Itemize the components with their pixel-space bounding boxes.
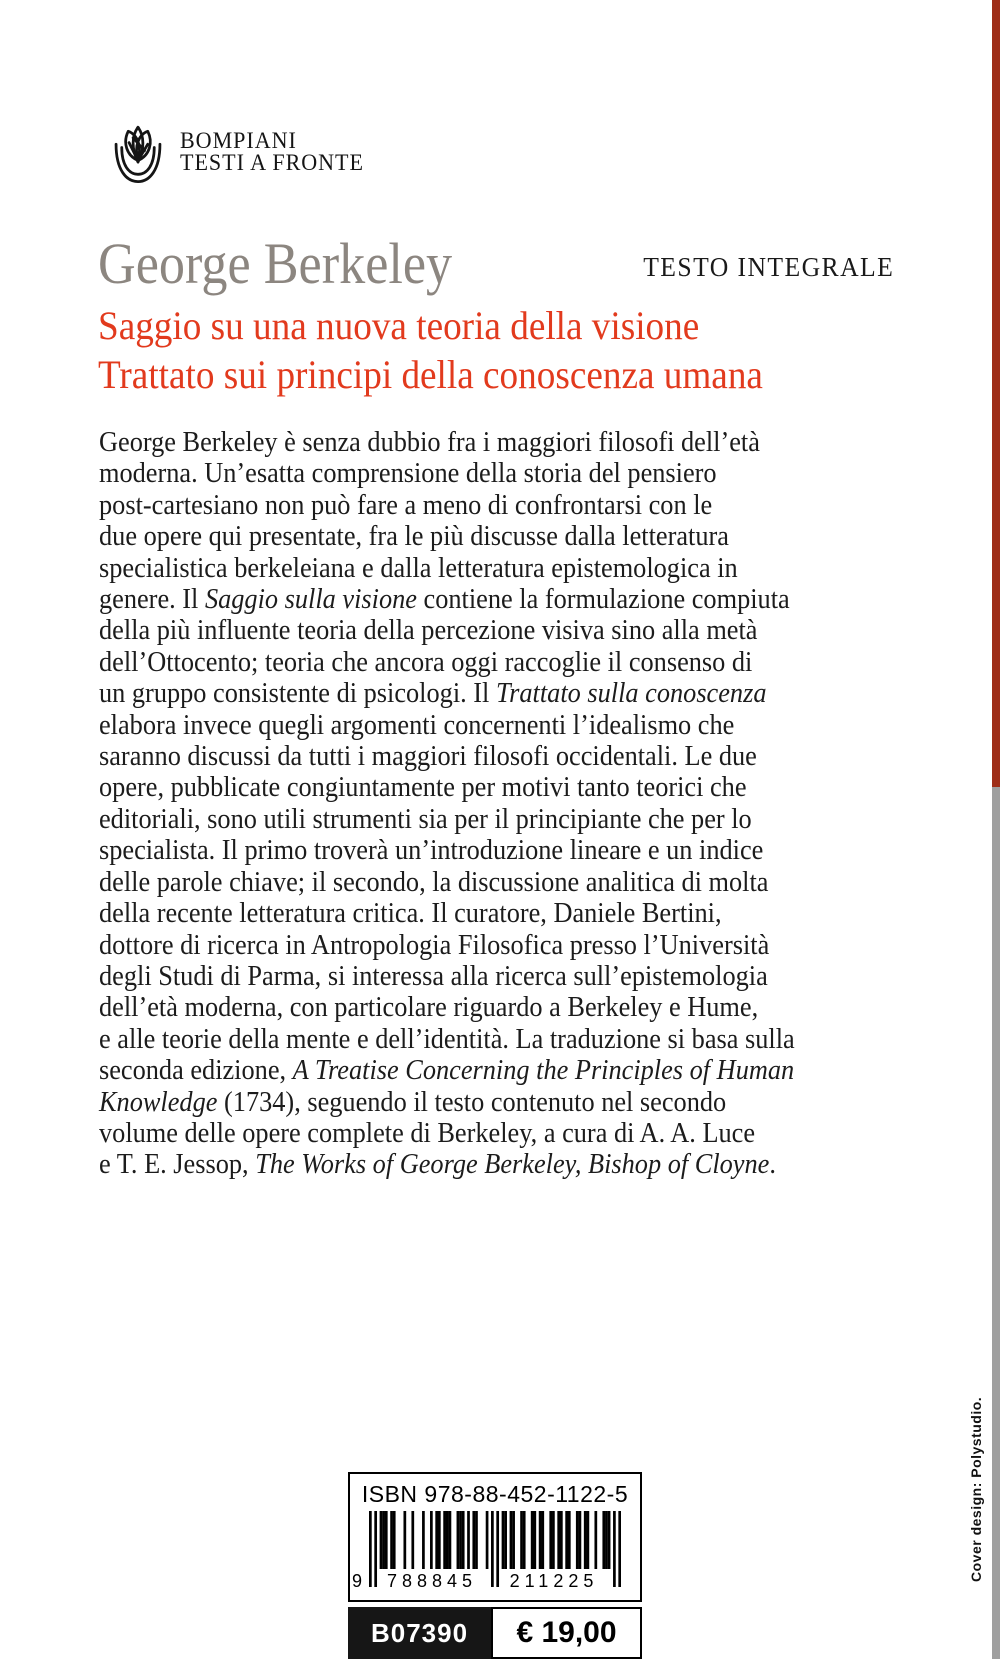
publisher-series: TESTI A FRONTE [180, 150, 364, 175]
blurb-line: genere. Il Saggio sulla visione contiene la formulazione compiuta [99, 584, 790, 616]
publisher-name-block [180, 122, 364, 174]
blurb-line: George Berkeley è senza dubbio fra i maggiori filosofi dell’età [99, 427, 760, 458]
catalog-code-badge: B07390 [348, 1607, 491, 1659]
blurb-line: e T. E. Jessop, The Works of George Berkeley, Bishop of Cloyne. [99, 1149, 776, 1181]
author-name: George Berkeley [98, 231, 453, 296]
blurb-line: dell’Ottocento; teoria che ancora oggi raccoglie il consenso di [99, 646, 753, 678]
blurb-line: opere, pubblicate congiuntamente per motivi tanto teorici che [99, 772, 747, 804]
isbn-label: ISBN 978-88-452-1122-5 [361, 1481, 629, 1507]
book-titles [98, 301, 763, 399]
blurb-line: specialistica berkeleiana e dalla letteratura epistemologica in [99, 552, 738, 584]
isbn-block [348, 1472, 642, 1602]
blurb-line: un gruppo consistente di psicologi. Il Trattato sulla conoscenza [99, 678, 767, 710]
edition-badge: TESTO INTEGRALE [642, 252, 894, 282]
blurb-line: dottore di ricerca in Antropologia Filosofica presso l’Università [99, 929, 770, 961]
blurb-line: e alle teorie della mente e dell’identità. La traduzione si basa sulla [99, 1023, 795, 1055]
price-badge: € 19,00 [491, 1607, 642, 1659]
blurb-line: moderna. Un’esatta comprensione della storia del pensiero [99, 458, 717, 490]
blurb-line: della recente letteratura critica. Il curatore, Daniele Bertini, [99, 898, 722, 930]
title-line-1: Saggio su una nuova teoria della visione [98, 303, 700, 348]
bompiani-rose-icon [112, 122, 164, 186]
blurb-line: della più influente teoria della percezione visiva sino alla metà [99, 615, 758, 647]
blurb-line: degli Studi di Parma, si interessa alla ricerca sull’epistemologia [99, 960, 768, 992]
blurb-line: volume delle opere complete di Berkeley, a cura di A. A. Luce [99, 1117, 756, 1149]
blurb-line: elabora invece quegli argomenti concernenti l’idealismo che [99, 709, 735, 741]
blurb-line: due opere qui presentate, fra le più discusse dalla letteratura [99, 521, 729, 553]
spine-stripe-gray [992, 787, 1000, 1659]
spine-stripe-red [992, 0, 1000, 787]
back-cover-blurb [99, 427, 795, 1181]
barcode-digits-left: 788845 [386, 1571, 478, 1591]
blurb-line: seconda edizione, A Treatise Concerning the Principles of Human [99, 1055, 795, 1087]
title-line-2: Trattato sui principi della conoscenza umana [98, 352, 763, 397]
publisher-name: BOMPIANI [180, 128, 297, 153]
blurb-line: saranno discussi da tutti i maggiori filosofi occidentali. Le due [99, 741, 757, 773]
ean13-barcode [352, 1511, 621, 1591]
blurb-line: editoriali, sono utili strumenti sia per il principiante che per lo [99, 803, 752, 835]
blurb-line: delle parole chiave; il secondo, la discussione analitica di molta [99, 866, 769, 898]
barcode-digit-first: 9 [352, 1571, 363, 1591]
blurb-line: dell’età moderna, con particolare riguardo a Berkeley e Hume, [99, 992, 759, 1024]
blurb-line: specialista. Il primo troverà un’introduzione lineare e un indice [99, 835, 764, 867]
blurb-line: Knowledge (1734), seguendo il testo contenuto nel secondo [99, 1086, 727, 1118]
barcode-digits-right: 211225 [509, 1571, 599, 1591]
blurb-line: post-cartesiano non può fare a meno di confrontarsi con le [99, 489, 713, 521]
publisher-logo [112, 122, 372, 186]
cover-design-credit: Cover design: Polystudio. [968, 1396, 984, 1582]
